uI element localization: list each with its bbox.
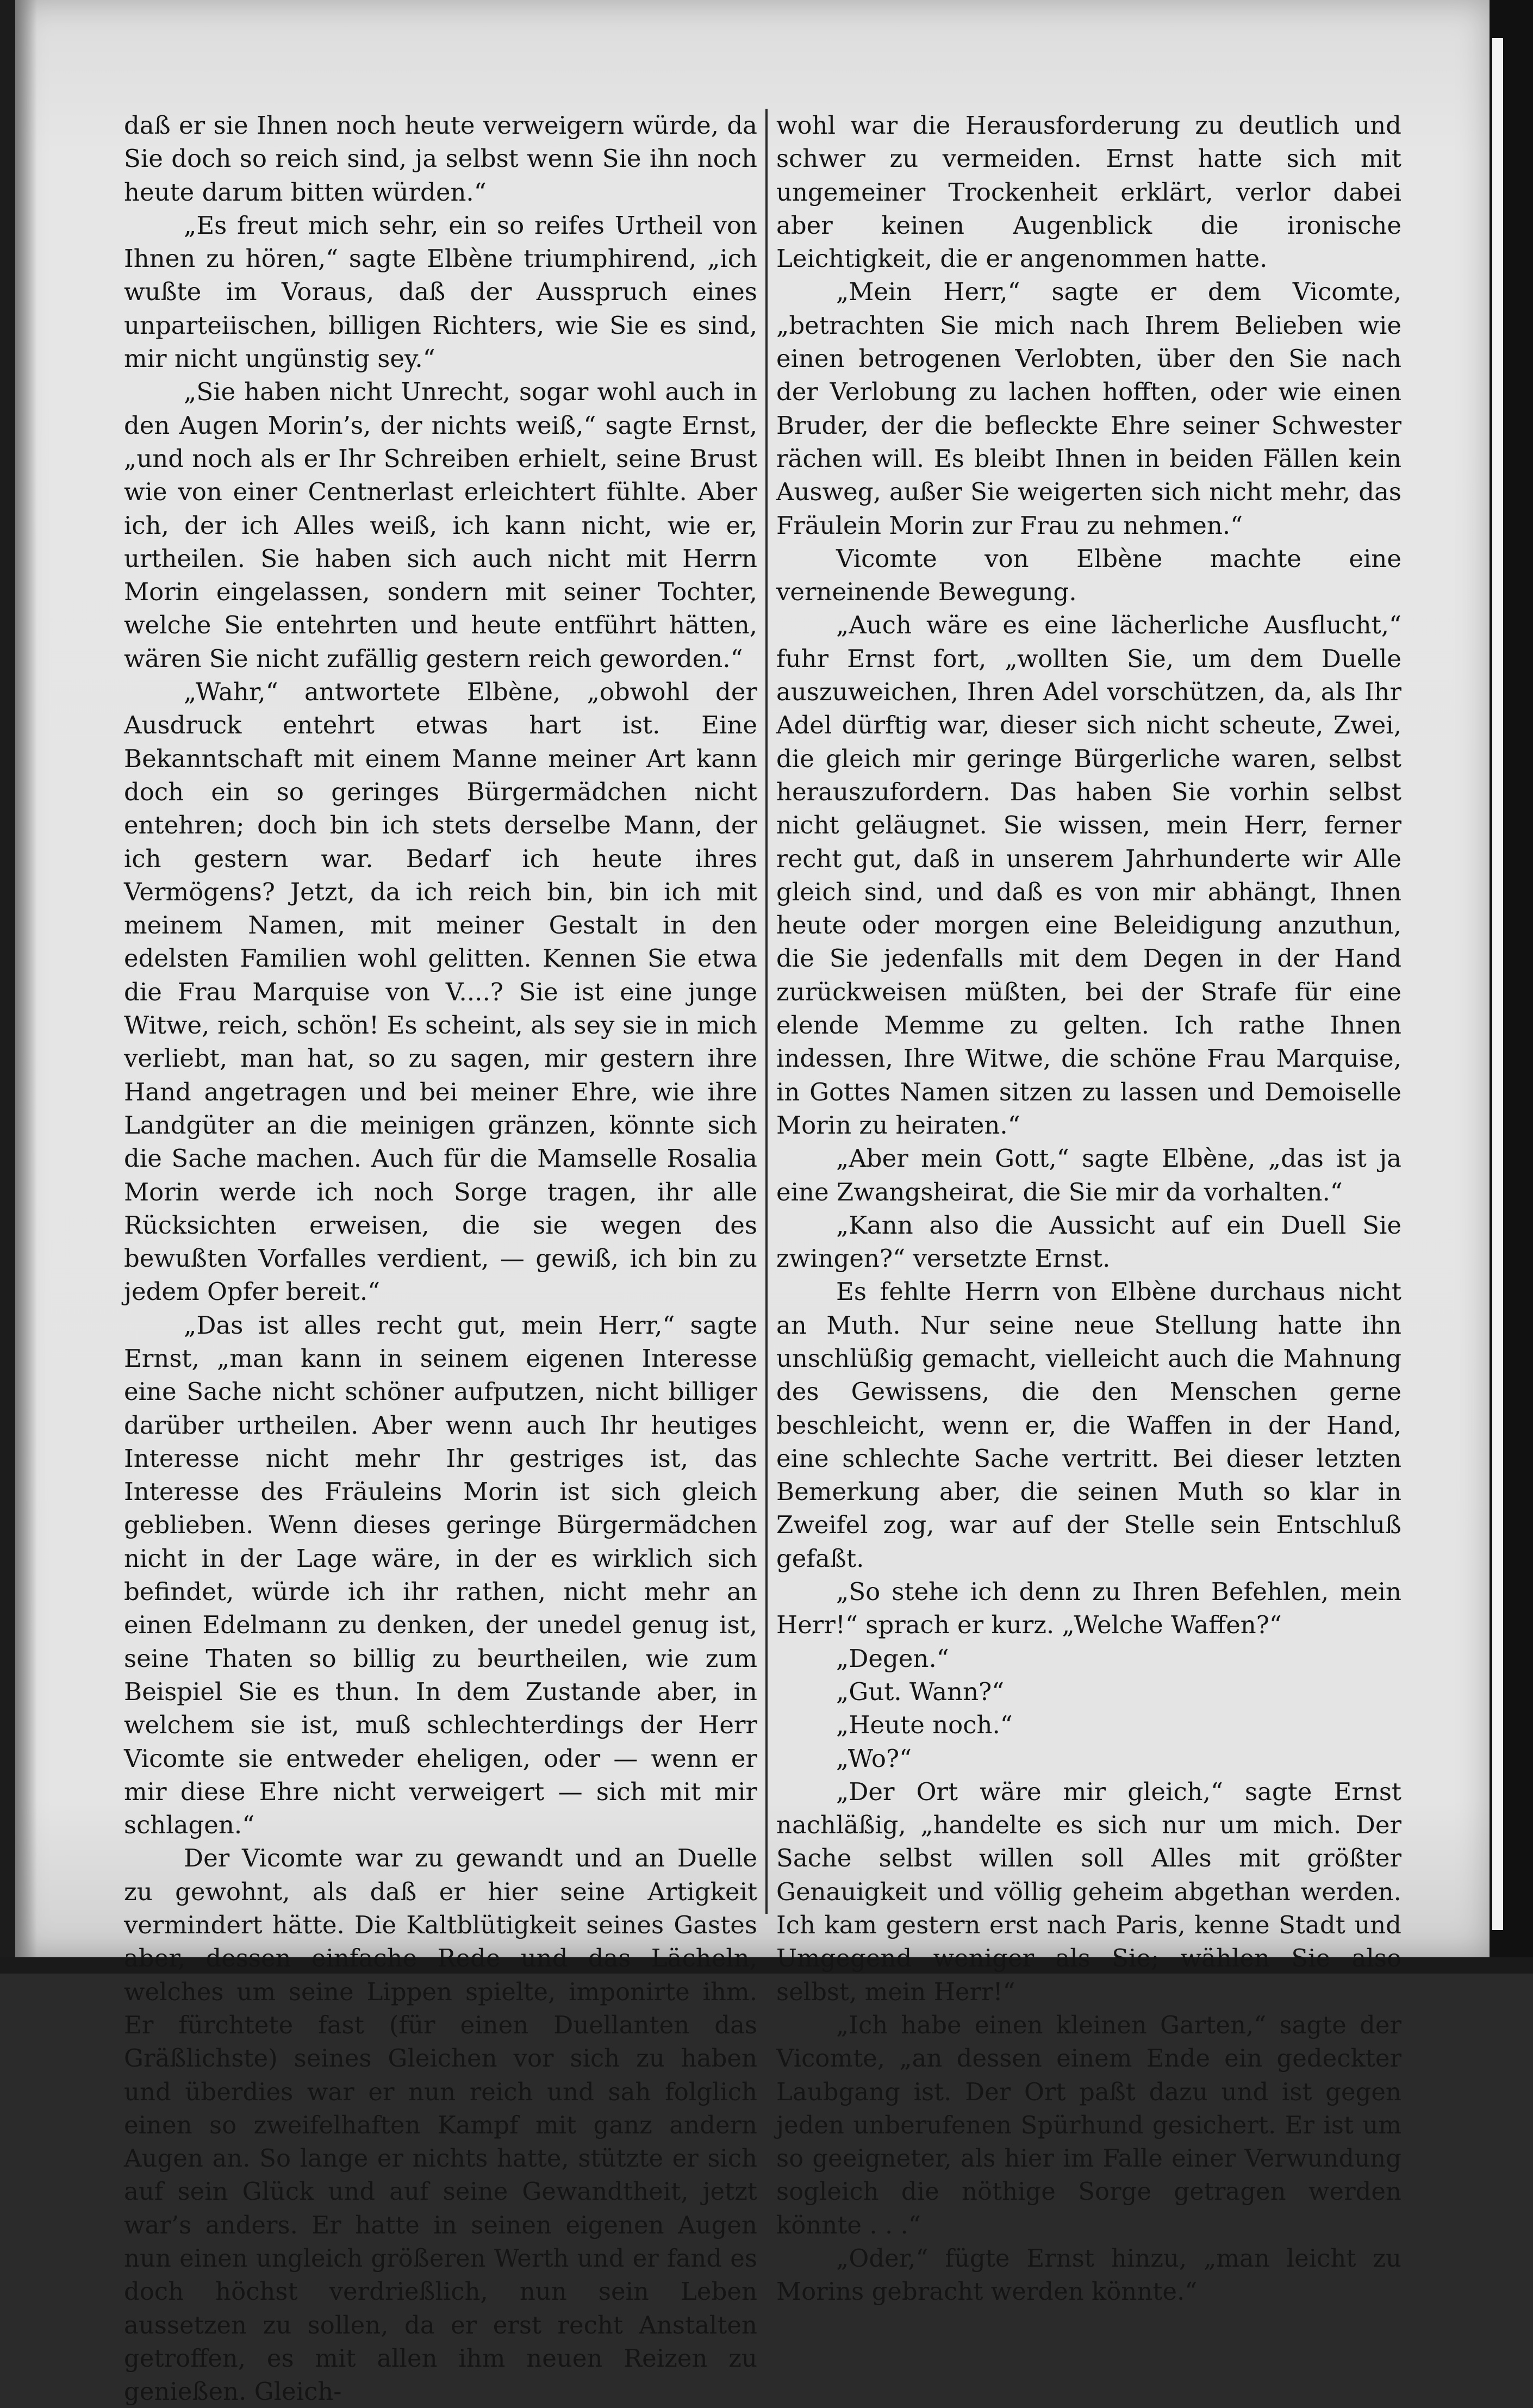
paragraph: „So stehe ich denn zu Ihren Befehlen, mein Herr!“ sprach er kurz. „Welche Waffen?“: [776, 1577, 1401, 1640]
paragraph: „Wo?“: [836, 1744, 912, 1773]
paragraph: Es fehlte Herrn von Elbène durchaus nicht an Muth. Nur seine neue Stellung hatte ihn unschlüßig gemacht, vielleicht auch die Mahnung des Gewissens, die den Menschen gerne beschleicht, wenn er, die Waffen in der Hand, eine schlechte Sache vertritt. Bei dieser letzten Bemerkung aber, die seinen Muth so klar in Zweifel zog, war auf der Stelle sein Entschluß gefaßt.: [776, 1277, 1401, 1573]
paragraph: „Wahr,“ antwortete Elbène, „obwohl der Ausdruck entehrt etwas hart ist. Eine Bekanntschaft mit einem Manne meiner Art kann doch ein so geringes Bürgermädchen nicht entehren; doch bin ich stets derselbe Mann, der ich gestern war. Bedarf ich heute ihres Vermögens? Jetzt, da ich reich bin, bin ich mit meinem Namen, mit meiner Gestalt in den edelsten Familien wohl gelitten. Kennen Sie etwa die Frau Marquise von V....? Sie ist eine junge Witwe, reich, schön! Es scheint, als sey sie in mich verliebt, man hat, so zu sagen, mir gestern ihre Hand angetragen und bei meiner Ehre, wie ihre Landgüter an die meinigen gränzen, könnte sich die Sache machen. Auch für die Mamselle Rosalia Morin werde ich noch Sorge tragen, ihr alle Rücksichten erweisen, die sie wegen des bewußten Vorfalles verdient, — gewiß, ich bin zu jedem Opfer bereit.“: [124, 677, 757, 1306]
paragraph: „Heute noch.“: [836, 1710, 1013, 1740]
paragraph: daß er sie Ihnen noch heute verweigern würde, da Sie doch so reich sind, ja selbst wenn Sie ihn noch heute darum bitten würden.“: [124, 111, 757, 207]
paragraph: wohl war die Herausforderung zu deutlich und schwer zu vermeiden. Ernst hatte sich mit ungemeiner Trockenheit erklärt, verlor dabei aber keinen Augenblick die ironische Leichtigkeit, die er angenommen hatte.: [776, 111, 1401, 273]
paragraph: „Es freut mich sehr, ein so reifes Urtheil von Ihnen zu hören,“ sagte Elbène triumphirend, „ich wußte im Voraus, daß der Ausspruch eines unparteiischen, billigen Richters, wie Sie es sind, mir nicht ungünstig sey.“: [124, 210, 757, 374]
paragraph: Vicomte von Elbène machte eine verneinende Bewegung.: [776, 544, 1401, 607]
paragraph: „Auch wäre es eine lächerliche Ausflucht,“ fuhr Ernst fort, „wollten Sie, um dem Duelle auszuweichen, Ihren Adel vorschützen, da, als Ihr Adel dürftig war, dieser sich nicht scheute, Zwei, die gleich mir geringe Bürgerliche waren, selbst herauszufordern. Das haben Sie vorhin selbst nicht geläugnet. Sie wissen, mein Herr, ferner recht gut, daß in unserem Jahrhunderte wir Alle gleich sind, und daß es von mir abhängt, Ihnen heute oder morgen eine Beleidigung anzuthun, die Sie jedenfalls mit dem Degen in der Hand zurückweisen müßten, bei der Strafe für eine elende Memme zu gelten. Ich rathe Ihnen indessen, Ihre Witwe, die schöne Frau Marquise, in Gottes Namen sitzen zu lassen und Demoiselle Morin zu heiraten.“: [776, 611, 1401, 1140]
paragraph: „Ich habe einen kleinen Garten,“ sagte der Vicomte, „an dessen einem Ende ein gedeckter Laubgang ist. Der Ort paßt dazu und ist gegen jeden unberufenen Spürhund gesichert. Er ist um so geeigneter, als hier im Falle einer Verwundung sogleich die nöthige Sorge getragen werden könnte . . .“: [776, 2010, 1401, 2239]
page-edge-strip: [1492, 38, 1503, 1930]
column-divider: [765, 109, 768, 1914]
paragraph: „Gut. Wann?“: [836, 1677, 1005, 1706]
paragraph: „Sie haben nicht Unrecht, sogar wohl auch in den Augen Morin’s, der nichts weiß,“ sagte Ernst, „und noch als er Ihr Schreiben erhielt, seine Brust wie von einer Centnerlast erleichtert fühlte. Aber ich, der ich Alles weiß, ich kann nicht, wie er, urtheilen. Sie haben sich auch nicht mit Herrn Morin eingelassen, sondern mit seiner Tochter, welche Sie entehrten und heute entführt hätten, wären Sie nicht zufällig gestern reich geworden.“: [124, 377, 757, 673]
paragraph: „Oder,“ fügte Ernst hinzu, „man leicht zu Morins gebracht werden könnte.“: [776, 2244, 1401, 2306]
text-column-left: [124, 109, 757, 2406]
paragraph: „Der Ort wäre mir gleich,“ sagte Ernst nachläßig, „handelte es sich nur um mich. Der Sache selbst willen soll Alles mit größter Genauigkeit und völlig geheim abgethan werden. Ich kam gestern erst nach Paris, kenne Stadt und Umgegend weniger als Sie; wählen Sie also selbst, mein Herr!“: [776, 1777, 1401, 2006]
paragraph: Der Vicomte war zu gewandt und an Duelle zu gewohnt, als daß er hier seine Artigkeit vermindert hätte. Die Kaltblütigkeit seines Gastes aber, dessen einfache Rede und das Lächeln, welches um seine Lippen spielte, imponirte ihm. Er fürchtete fast (für einen Duellanten das Gräßlichste) seines Gleichen vor sich zu haben und überdies war er nun reich und sah folglich einen so zweifelhaften Kampf mit ganz andern Augen an. So lange er nichts hatte, stützte er sich auf sein Glück und auf seine Gewandtheit, jetzt war’s anders. Er hatte in seinen eigenen Augen nun einen ungleich größeren Werth und er fand es doch höchst verdrießlich, nun sein Leben aussetzen zu sollen, da er erst recht Anstalten getroffen, es mit allen ihm neuen Reizen zu genießen. Gleich-: [124, 1844, 757, 2406]
page-binding-shadow: [15, 0, 37, 1957]
text-column-right: [776, 109, 1401, 2306]
paragraph: „Kann also die Aussicht auf ein Duell Sie zwingen?“ versetzte Ernst.: [776, 1210, 1401, 1273]
paragraph: „Das ist alles recht gut, mein Herr,“ sagte Ernst, „man kann in seinem eigenen Interesse eine Sache nicht schöner aufputzen, nicht billiger darüber urtheilen. Aber wenn auch Ihr heutiges Interesse nicht mehr Ihr gestriges ist, das Interesse des Fräuleins Morin ist sich gleich geblieben. Wenn dieses geringe Bürgermädchen nicht in der Lage wäre, in der es wirklich sich befindet, würde ich ihr rathen, nicht mehr an einen Edelmann zu denken, der unedel genug ist, seine Thaten so billig zu beurtheilen, wie zum Beispiel Sie es thun. In dem Zustande aber, in welchem sie ist, muß schlechterdings der Herr Vicomte sie entweder eheligen, oder — wenn er mir diese Ehre nicht verweigert — sich mit mir schlagen.“: [124, 1310, 757, 1840]
paragraph: „Mein Herr,“ sagte er dem Vicomte, „betrachten Sie mich nach Ihrem Belieben wie einen betrogenen Verlobten, über den Sie nach der Verlobung zu lachen hofften, oder wie einen Bruder, der die befleckte Ehre seiner Schwester rächen will. Es bleibt Ihnen in beiden Fällen kein Ausweg, außer Sie weigerten sich nicht mehr, das Fräulein Morin zur Frau zu nehmen.“: [776, 277, 1401, 540]
paragraph: „Degen.“: [836, 1644, 949, 1673]
paragraph: „Aber mein Gott,“ sagte Elbène, „das ist ja eine Zwangsheirat, die Sie mir da vorhalten.“: [776, 1144, 1401, 1206]
